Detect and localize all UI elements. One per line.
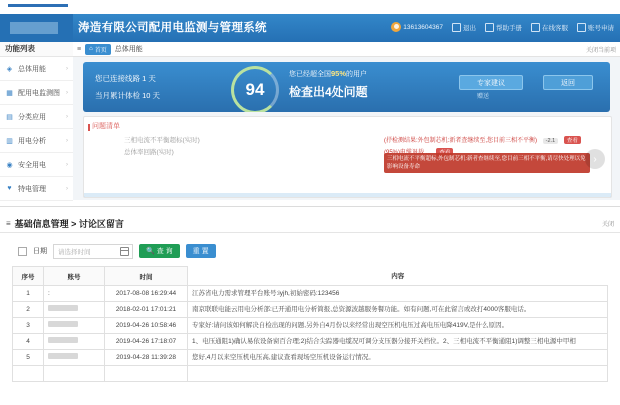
cell-content: 南京联联电能云用电分析部:已开通用电分析简报,总资源波越服务餐功能。如有问题,可在此留言或改打4000客服电话。: [188, 302, 608, 318]
hamburger-icon[interactable]: ≡: [77, 45, 82, 53]
cell-time: 2019-04-26 17:18:07: [105, 334, 188, 350]
chevron-right-icon: ›: [66, 185, 68, 192]
window-divider: [0, 206, 620, 207]
help-icon: [485, 23, 494, 32]
header-right-group: [391, 22, 614, 32]
chevron-right-icon: ›: [66, 89, 68, 96]
table-row[interactable]: [13, 366, 608, 382]
breadcrumb-home-tag[interactable]: [85, 44, 111, 55]
rank-line: [289, 69, 368, 79]
cell-content: 江苏省电力需求管理平台账号:iyjh,初始密码:123456: [188, 286, 608, 302]
chevron-right-icon: ›: [66, 137, 68, 144]
breadcrumb: [73, 42, 620, 57]
chart-icon: ◈: [6, 65, 13, 73]
sidebar-item-power-analysis[interactable]: [0, 129, 73, 153]
col-content: 内容: [188, 267, 608, 286]
logout-button[interactable]: [452, 23, 476, 32]
cell-index: [13, 366, 44, 382]
help-button[interactable]: [485, 23, 522, 32]
app-content: [73, 42, 620, 200]
cell-content: [188, 366, 608, 382]
expert-advice-button[interactable]: 专家建议: [459, 75, 523, 90]
online-service-label: 在线客服: [542, 24, 568, 32]
reset-button[interactable]: [186, 244, 216, 258]
query-button[interactable]: [139, 244, 180, 258]
sidebar-item-label: 安全用电: [18, 161, 46, 169]
help-label: 帮助手册: [496, 24, 522, 32]
connection-days: 您已连接线路 1 天: [95, 74, 156, 83]
home-icon: ⌂: [89, 46, 93, 52]
expert-advice-note: 赠送: [477, 94, 490, 100]
cell-content: 1、电压通阻1)确认易依设备窗百合理;2)结合尖踪器电缆况可调分支压器分接开关档位。2、三相电流不平衡通阻1)调整三相电源中甲相: [188, 334, 608, 350]
date-checkbox[interactable]: [18, 247, 27, 256]
company-logo: [0, 14, 73, 42]
masked-account: [48, 337, 78, 343]
cell-account: [44, 302, 105, 318]
issue-list-panel: [83, 116, 612, 198]
sidebar: [0, 42, 74, 200]
score-panel: [83, 62, 610, 112]
issue-row-1-view-button[interactable]: 查看: [564, 136, 581, 144]
cell-index: 5: [13, 350, 44, 366]
cell-account: [44, 318, 105, 334]
rank-suffix: 的用户: [346, 71, 368, 78]
sidebar-item-special-power-management[interactable]: [0, 177, 73, 201]
hamburger-icon[interactable]: ≡: [6, 218, 11, 228]
cell-time: 2019-04-28 11:39:28: [105, 350, 188, 366]
table-row[interactable]: [13, 302, 608, 318]
grid-icon: ▦: [6, 89, 13, 97]
sidebar-item-power-monitor-diagram[interactable]: [0, 81, 73, 105]
cell-time: [105, 366, 188, 382]
page-title: 基础信息管理 > 讨论区留言: [14, 218, 124, 229]
sidebar-item-label: 总体用能: [18, 65, 46, 73]
main-app-window: [0, 14, 620, 200]
user-account-label: 13613604367: [403, 23, 443, 31]
avatar: [391, 22, 401, 32]
carousel-next-icon[interactable]: ›: [585, 149, 605, 169]
rank-percent: 95%: [331, 69, 347, 78]
connection-summary: [95, 70, 160, 104]
cell-time: 2017-08-08 16:29:44: [105, 286, 188, 302]
table-row[interactable]: [13, 286, 608, 302]
date-input-placeholder: 请选择时间: [58, 248, 91, 256]
panel-progress-bar: [84, 193, 611, 197]
rank-prefix: 您已经超全国: [289, 71, 331, 78]
cell-time: 2018-02-01 17:01:21: [105, 302, 188, 318]
score-gauge: [231, 66, 279, 112]
discussion-table: [12, 266, 608, 382]
score-description: [289, 69, 368, 100]
filter-bar: [0, 240, 620, 262]
date-checkbox-label: 日期: [33, 248, 47, 255]
sidebar-item-safe-power[interactable]: [0, 153, 73, 177]
issue-row-1-left: 三相电流不平衡超标(实时): [124, 137, 200, 144]
logout-icon: [452, 23, 461, 32]
close-button[interactable]: 关闭: [601, 221, 614, 228]
sidebar-item-label: 分类应用: [18, 113, 46, 121]
layers-icon: ▤: [6, 113, 13, 121]
col-account: 账号: [44, 267, 105, 286]
query-button-label: 查 询: [156, 248, 173, 255]
search-icon: 🔍: [146, 248, 155, 255]
cell-index: 3: [13, 318, 44, 334]
close-tabs-button[interactable]: 关闭当前项: [585, 47, 616, 54]
account-apply-button[interactable]: [577, 23, 614, 32]
table-row[interactable]: [13, 350, 608, 366]
sidebar-item-label: 配用电监测图: [18, 89, 60, 97]
logo-graphic: [10, 22, 58, 34]
calendar-icon[interactable]: [120, 247, 129, 256]
col-time: 时间: [105, 267, 188, 286]
cell-content: 专家好:请问该如何解决自检出现的问题,另外自4月份以来经常出现空压机电压过高电压电降419V,是什么原因。: [188, 318, 608, 334]
cell-account: [44, 366, 105, 382]
user-account[interactable]: [391, 22, 443, 32]
cell-index: 1: [13, 286, 44, 302]
apply-icon: [577, 23, 586, 32]
sidebar-item-label: 特电管理: [18, 185, 46, 193]
cell-account: [44, 350, 105, 366]
chevron-right-icon: ›: [66, 65, 68, 72]
shield-icon: ◉: [6, 161, 13, 169]
issue-row-1-right: [384, 135, 581, 144]
issue-row-1-detail: (抒检测结果:外包制芯机:新者查继续至,您目前三相不平衡): [384, 138, 537, 144]
app-title: 涛造有限公司配用电监测与管理系统: [78, 22, 267, 34]
breadcrumb-home-label: 首页: [94, 47, 107, 54]
table-row[interactable]: [13, 318, 608, 334]
sidebar-item-label: 用电分析: [18, 137, 46, 145]
masked-account: [48, 305, 78, 311]
sidebar-title: 功能列表: [0, 42, 73, 57]
sidebar-item-overall-energy[interactable]: [0, 57, 73, 81]
checkup-days: 当月累计体检 10 天: [95, 91, 161, 100]
masked-account: [48, 321, 78, 327]
chevron-right-icon: ›: [66, 113, 68, 120]
online-service-button[interactable]: [531, 23, 568, 32]
chat-icon: [531, 23, 540, 32]
issue-count-line: 检查出4处问题: [289, 85, 368, 99]
issue-list-title: 问题清单: [92, 123, 120, 130]
back-button[interactable]: 返回: [543, 75, 593, 90]
app-header: [73, 14, 620, 42]
logout-label: 退出: [463, 24, 476, 32]
discussion-window: [0, 214, 620, 405]
issue-row-2-left: 总体率回路(实时): [124, 149, 174, 156]
sidebar-item-category-application[interactable]: [0, 105, 73, 129]
issue-tooltip: 三相电流不平衡超标,外包制芯机:新者查继续至,您目前三相不平衡,请尽快处理以免影响设备寿命: [384, 153, 590, 173]
bar-icon: ▥: [6, 137, 13, 145]
reset-button-label: 重 置: [192, 248, 209, 255]
breadcrumb-current: 总体用能: [114, 46, 143, 53]
cell-time: 2019-04-26 10:58:46: [105, 318, 188, 334]
date-input[interactable]: [53, 244, 133, 259]
cell-account: [44, 334, 105, 350]
bell-icon: ♥: [7, 185, 12, 192]
score-value: 94: [245, 80, 265, 99]
table-row[interactable]: [13, 334, 608, 350]
top-accent-bar: [8, 4, 68, 7]
cell-account: :: [44, 286, 105, 302]
col-index: 序号: [13, 267, 44, 286]
discussion-header: [0, 214, 620, 233]
cell-index: 4: [13, 334, 44, 350]
chevron-right-icon: ›: [66, 161, 68, 168]
cell-content: 您好,4月以来空压机电压高,建议查看现场空压机设备运行情况。: [188, 350, 608, 366]
cell-index: 2: [13, 302, 44, 318]
issue-row-1-value: -2.1: [543, 138, 558, 144]
masked-account: [48, 353, 78, 359]
account-apply-label: 账号申请: [588, 24, 614, 32]
table-header-row: [13, 267, 608, 286]
